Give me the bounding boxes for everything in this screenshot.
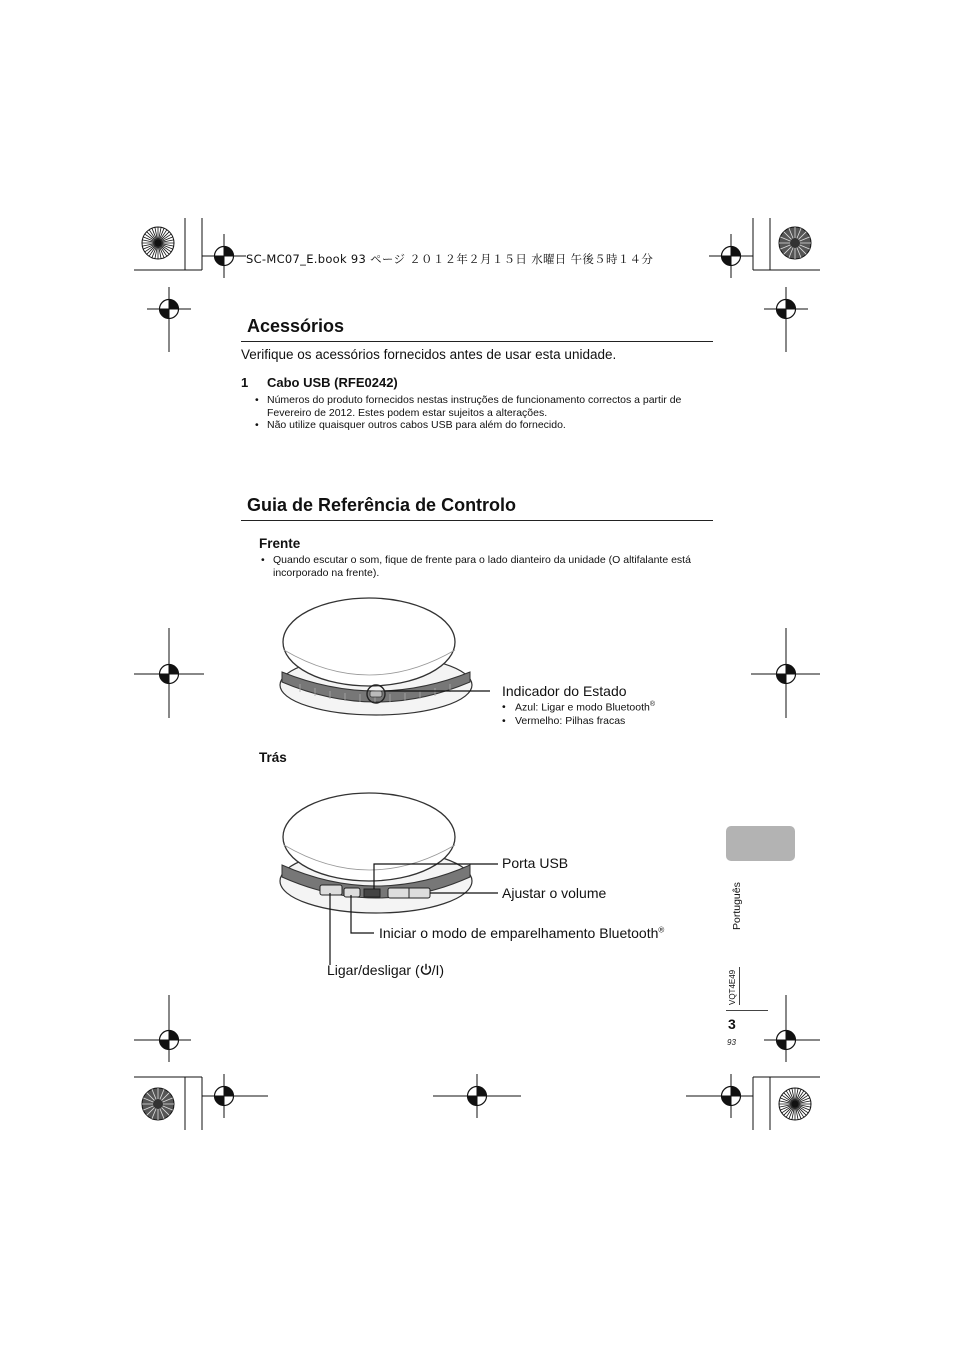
front-heading: Frente (259, 536, 301, 551)
power-label: Ligar/desligar ( /I) (327, 962, 445, 978)
accessory-item-label: Cabo USB (RFE0242) (267, 375, 398, 390)
book-page-number: 93 (727, 1038, 736, 1047)
front-note: • Quando escutar o som, fique de frente para o lado dianteiro da unidade (O altifalante está incorporado na frente). (261, 554, 691, 579)
accessories-title: Acessórios (247, 316, 345, 336)
doc-code-divider (739, 967, 740, 1005)
accessory-item-number: 1 (241, 375, 249, 390)
print-header: SC-MC07_E.book 93 ページ ２０１２年２月１５日 水曜日 午後５時１４分 (246, 252, 654, 266)
page-number: 3 (728, 1016, 736, 1032)
accessories-rule (241, 341, 713, 342)
language-tab (726, 826, 795, 861)
control-guide-rule (241, 520, 713, 521)
control-guide-title: Guia de Referência de Controlo (247, 495, 517, 515)
speaker-front-illustration (270, 590, 490, 730)
volume-label: Ajustar o volume (502, 885, 607, 901)
accessory-note: • Não utilize quaisquer outros cabos USB para além do fornecido. (255, 419, 566, 431)
power-icon (420, 963, 432, 976)
speaker-rear-illustration (270, 785, 510, 975)
pairing-label: Iniciar o modo de emparelhamento Bluetooth® (379, 925, 665, 941)
rear-heading: Trás (259, 750, 287, 765)
page-number-rule (726, 1010, 768, 1011)
language-label: Português (731, 882, 743, 930)
doc-code: VQT4E49 (728, 969, 737, 1005)
accessories-intro: Verifique os acessórios fornecidos antes de usar esta unidade. (241, 347, 617, 362)
status-indicator-label: Indicador do Estado (502, 683, 627, 699)
usb-port-label: Porta USB (502, 855, 569, 871)
accessory-note: • Números do produto fornecidos nestas instruções de funcionamento correctos a partir de Fevereiro de 2012. Estes podem estar sujeitos a alterações. (255, 394, 682, 419)
